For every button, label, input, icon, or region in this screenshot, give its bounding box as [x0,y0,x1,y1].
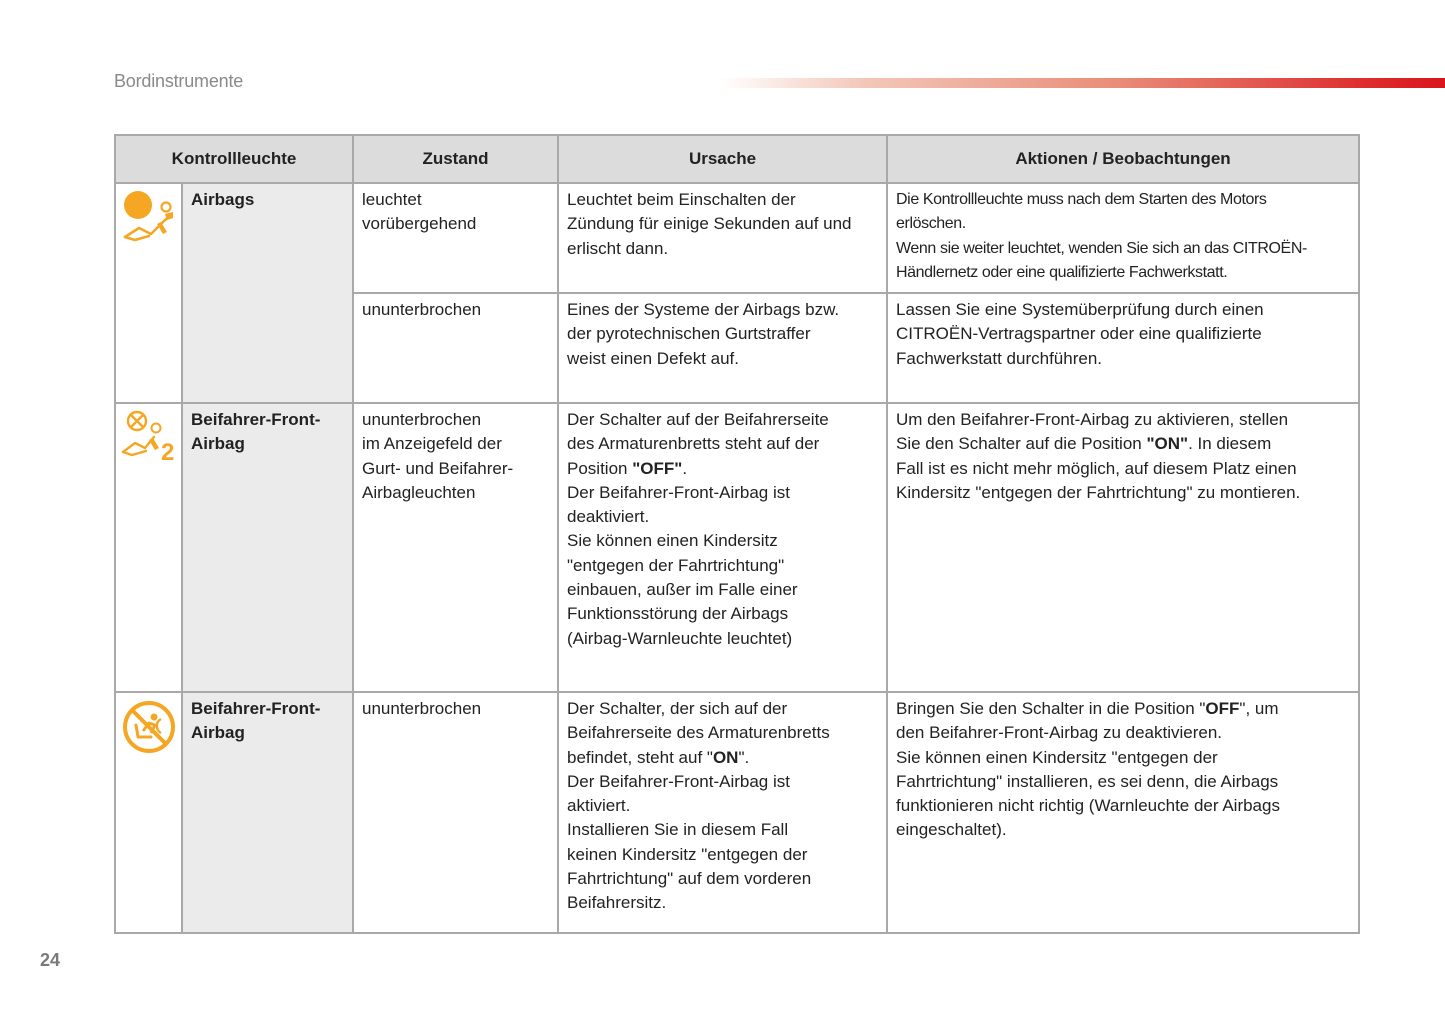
state-line: vorübergehend [362,214,477,234]
cause-cell [558,403,887,692]
cause-text: ". [738,747,750,767]
action-line: Die Kontrollleuchte muss nach dem Starten des Motors [896,191,1267,208]
action-line: den Beifahrer-Front-Airbag zu deaktivieren. [896,723,1223,743]
cause-line [567,457,878,481]
name-line: Beifahrer-Front- [191,699,321,718]
cause-text: . [682,458,688,478]
page-number: 24 [40,950,61,970]
state-cell [353,692,558,933]
cause-line: erlischt dann. [567,238,669,258]
cause-line: Eines der Systeme der Airbags bzw. [567,300,840,319]
cause-line: (Airbag-Warnleuchte leuchtet) [567,628,793,648]
cause-line: Funktionsstörung der Airbags [567,604,789,624]
cause-cell [558,293,887,403]
warning-light-name [182,403,353,692]
icon-cell [115,692,182,933]
action-text: Bringen Sie den Schalter in die Position " [896,699,1206,718]
cause-line [567,746,878,770]
state-line: ununterbrochen [362,410,482,429]
state-line: ununterbrochen [362,699,482,718]
header-zustand: Zustand [353,135,558,183]
cause-line: Der Beifahrer-Front-Airbag ist [567,771,790,791]
state-line: im Anzeigefeld der [362,434,502,454]
switch-position-on: ON [712,747,739,767]
state-cell [353,183,558,293]
action-line: Wenn sie weiter leuchtet, wenden Sie sich an das CITROËN- [896,239,1307,257]
table-row [115,403,1359,692]
cause-line: Sie können einen Kindersitz [567,531,778,551]
state-line: leuchtet [362,190,422,209]
action-cell [887,293,1359,403]
action-line: funktionieren nicht richtig (Warnleuchte der Airbags [896,796,1280,816]
section-title: Bordinstrumente [114,71,244,91]
warning-light-name: Airbags [182,183,353,403]
switch-position-on: "ON" [1146,434,1189,454]
cause-text: Position [567,458,633,478]
header-kontrollleuchte: Kontrollleuchte [115,135,353,183]
cause-text: befindet, steht auf " [567,747,713,767]
cause-cell [558,692,887,933]
state-cell [353,403,558,692]
action-line: Kindersitz "entgegen der Fahrtrichtung" zu montieren. [896,482,1301,502]
action-line: eingeschaltet). [896,820,1007,840]
action-line: Fall ist es nicht mehr möglich, auf diesem Platz einen [896,458,1297,478]
cause-line: Der Beifahrer-Front-Airbag ist [567,482,790,502]
cause-line: des Armaturenbretts steht auf der [567,434,820,454]
action-line: Fachwerkstatt durchführen. [896,348,1102,368]
action-line: Sie können einen Kindersitz "entgegen der [896,747,1218,767]
action-line: CITROËN-Vertragspartner oder eine qualifizierte [896,324,1262,344]
passenger-airbag-off-icon [116,410,181,462]
cause-line: "entgegen der Fahrtrichtung" [567,555,785,575]
svg-text:2: 2 [160,439,174,462]
name-line: Airbag [191,434,245,454]
switch-position-off: OFF [1205,699,1240,718]
cause-line: Installieren Sie in diesem Fall [567,820,789,840]
header-ursache: Ursache [558,135,887,183]
cause-line: Zündung für einige Sekunden auf und [567,214,852,234]
cause-line: Leuchtet beim Einschalten der [567,190,796,209]
cause-line: Der Schalter auf der Beifahrerseite [567,410,829,429]
action-text: Sie den Schalter auf die Position [896,434,1147,454]
cause-line: deaktiviert. [567,507,650,527]
action-line: Händlernetz oder eine qualifizierte Fachwerkstatt. [896,263,1228,281]
action-line: erlöschen. [896,215,966,233]
action-cell [887,183,1359,293]
cause-line: Fahrtrichtung" auf dem vorderen [567,869,812,889]
table-row [115,692,1359,933]
header-accent-bar [720,78,1445,88]
action-cell [887,403,1359,692]
warning-light-name [182,692,353,933]
warning-lights-table [114,134,1360,934]
state-line: Airbagleuchten [362,482,476,502]
cause-line: der pyrotechnischen Gurtstraffer [567,324,811,344]
action-cell [887,692,1359,933]
table-row [115,183,1359,293]
header-aktionen: Aktionen / Beobachtungen [887,135,1359,183]
name-line: Airbag [191,723,245,743]
state-line: ununterbrochen [362,300,482,319]
action-text: ", um [1239,699,1279,718]
airbag-warning-icon [116,190,181,244]
action-line: Um den Beifahrer-Front-Airbag zu aktivieren, stellen [896,410,1289,429]
icon-cell [115,403,182,692]
action-line: Lassen Sie eine Systemüberprüfung durch einen [896,300,1264,319]
action-line [896,432,1350,456]
cause-line: Beifahrersitz. [567,893,667,913]
state-cell [353,293,558,403]
icon-cell [115,183,182,403]
action-text: . In diesem [1188,434,1272,454]
cause-line: keinen Kindersitz "entgegen der [567,844,808,864]
cause-line: weist einen Defekt auf. [567,348,739,368]
cause-line: Der Schalter, der sich auf der [567,699,788,718]
name-line: Beifahrer-Front- [191,410,321,429]
cause-cell [558,183,887,293]
table-header-row [115,135,1359,183]
cause-line: aktiviert. [567,796,631,816]
state-line: Gurt- und Beifahrer- [362,458,514,478]
action-line [896,697,1350,721]
cause-line: einbauen, außer im Falle einer [567,580,798,600]
action-line: Fahrtrichtung" installieren, es sei denn, die Airbags [896,771,1279,791]
child-seat-prohibited-icon [116,699,181,755]
cause-line: Beifahrerseite des Armaturenbretts [567,723,830,743]
switch-position-off: "OFF" [632,458,683,478]
